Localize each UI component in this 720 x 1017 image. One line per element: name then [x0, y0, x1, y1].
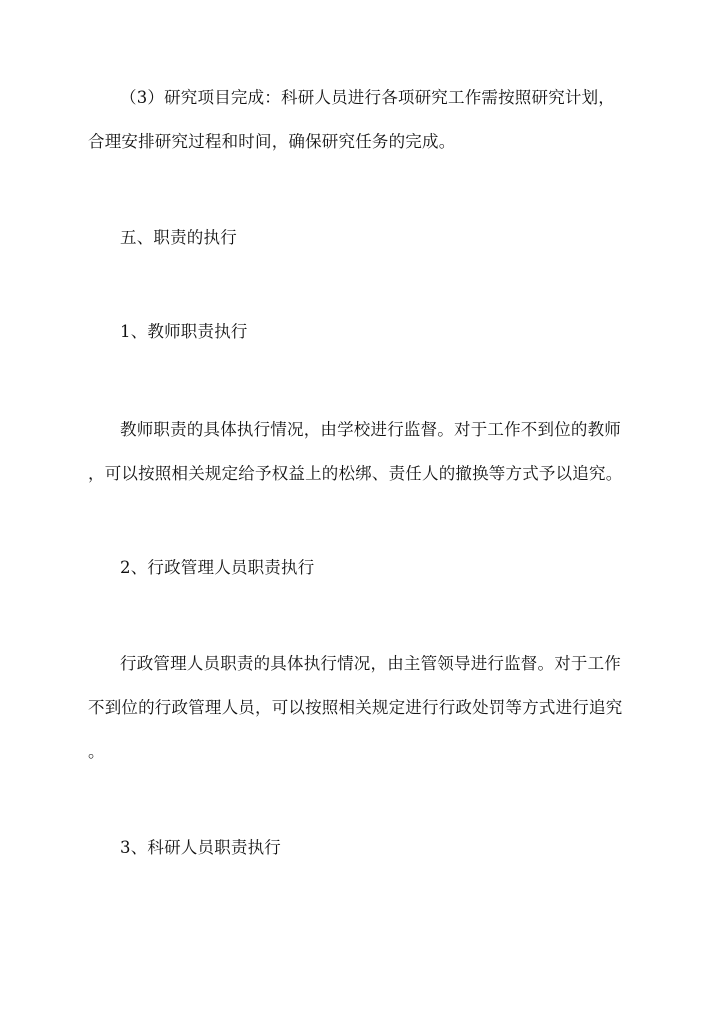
- subsection-title-research: 3、科研人员职责执行: [120, 838, 281, 857]
- subsection-title-teacher: 1、教师职责执行: [120, 322, 248, 341]
- paragraph-admin-line-3: 。: [88, 742, 105, 761]
- section-title-duty-execution: 五、职责的执行: [120, 228, 237, 247]
- paragraph-admin-line-1: 行政管理人员职责的具体执行情况，由主管领导进行监督。对于工作: [120, 654, 621, 673]
- paragraph-teacher-line-2: ，可以按照相关规定给予权益上的松绑、责任人的撤换等方式予以追究。: [88, 464, 623, 483]
- subsection-title-admin: 2、行政管理人员职责执行: [120, 558, 315, 577]
- paragraph-research-completion-line-2: 合理安排研究过程和时间，确保研究任务的完成。: [88, 132, 456, 151]
- paragraph-research-completion-line-1: （3）研究项目完成：科研人员进行各项研究工作需按照研究计划，: [120, 88, 615, 107]
- paragraph-admin-line-2: 不到位的行政管理人员，可以按照相关规定进行行政处罚等方式进行追究: [88, 698, 623, 717]
- paragraph-teacher-line-1: 教师职责的具体执行情况，由学校进行监督。对于工作不到位的教师: [120, 420, 621, 439]
